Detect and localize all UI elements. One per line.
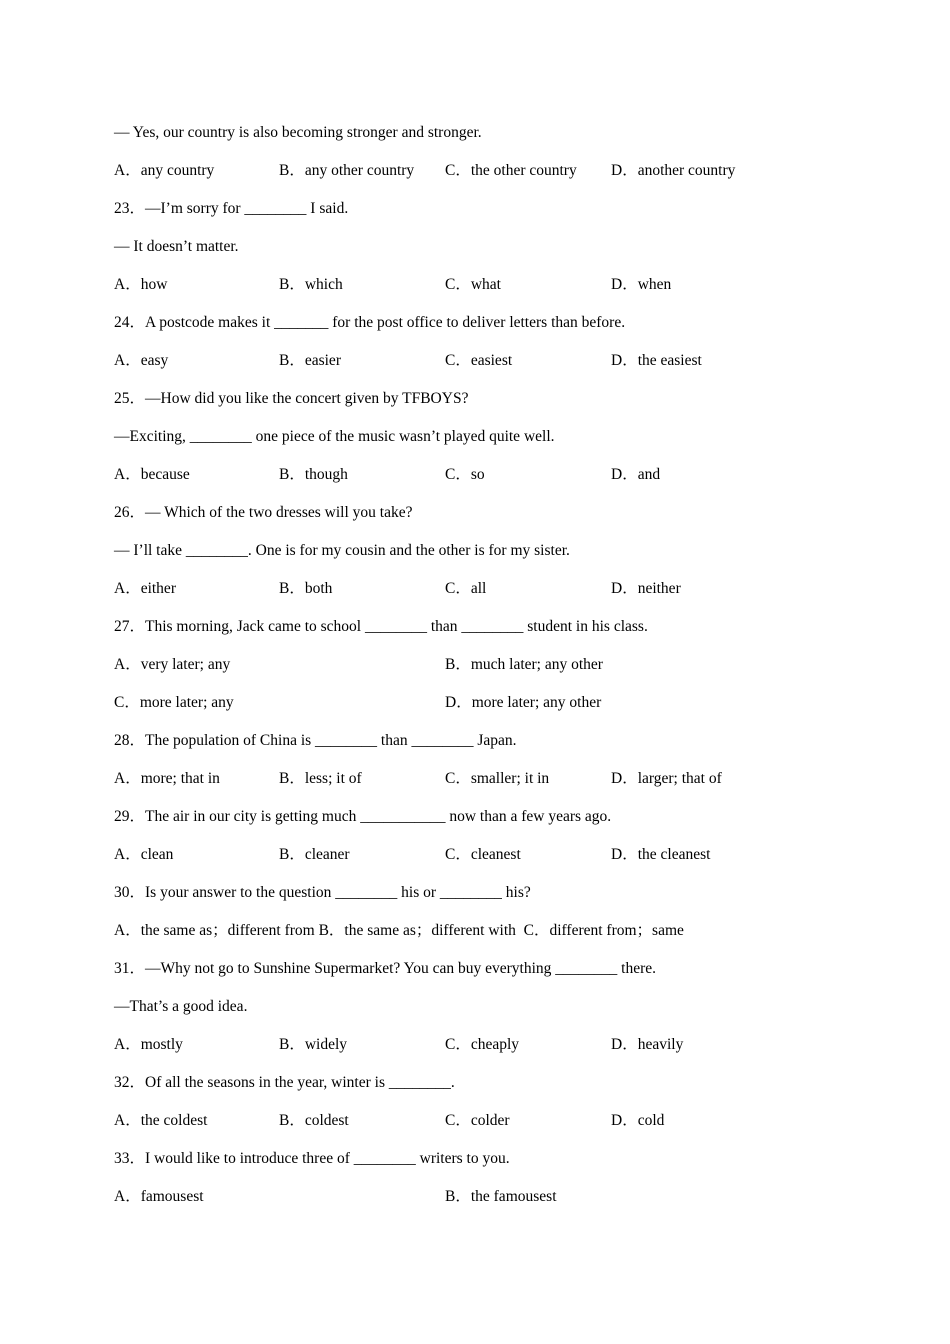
question-27: 27．This morning, Jack came to school ________ than ________ student in his class. [114,618,648,635]
question-28: 28．The population of China is ________ than ________ Japan. [114,732,517,749]
options-30: A．the same as；different from B．the same as；different with C．different from；same [114,922,684,939]
option-a: A．more; that in [114,770,220,787]
option-c: C．so [445,466,485,483]
option-c: C．the other country [445,162,577,179]
question-26: 26．— Which of the two dresses will you take? [114,504,413,521]
option-b: B．widely [279,1036,348,1053]
question-23-reply: — It doesn’t matter. [114,238,239,255]
option-c: C．easiest [445,352,513,369]
question-24: 24．A postcode makes it _______ for the post office to deliver letters than before. [114,314,626,331]
option-b: B．much later; any other [445,656,603,673]
option-c: C．cleanest [445,846,521,863]
option-a: A．any country [114,162,215,179]
option-d: D．neither [611,580,681,597]
option-b: B．less; it of [279,770,362,787]
option-c: C．colder [445,1112,510,1129]
option-a: A．either [114,580,176,597]
question-31: 31．—Why not go to Sunshine Supermarket? You can buy everything ________ there. [114,960,656,977]
option-a: A．mostly [114,1036,183,1053]
option-c: C．smaller; it in [445,770,550,787]
option-b: B．coldest [279,1112,349,1129]
option-b: B．easier [279,352,341,369]
option-a: A．how [114,276,168,293]
option-a: A．famousest [114,1188,204,1205]
option-b: B．both [279,580,333,597]
question-33: 33．I would like to introduce three of ________ writers to you. [114,1150,510,1167]
question-26-reply: — I’ll take ________. One is for my cousin and the other is for my sister. [114,542,570,559]
question-25: 25．—How did you like the concert given by TFBOYS? [114,390,469,407]
option-d: D．heavily [611,1036,684,1053]
option-b: B．cleaner [279,846,350,863]
option-d: D．another country [611,162,736,179]
option-d: D．the easiest [611,352,702,369]
question-31-reply: —That’s a good idea. [114,998,248,1015]
option-d: D．cold [611,1112,665,1129]
option-a: A．clean [114,846,174,863]
option-b: B．any other country [279,162,415,179]
option-a: A．because [114,466,190,483]
option-b: B．the famousest [445,1188,557,1205]
option-a: A．the coldest [114,1112,208,1129]
option-c: C．all [445,580,487,597]
option-d: D．and [611,466,661,483]
option-d: D．more later; any other [445,694,602,711]
option-c: C．more later; any [114,694,234,711]
option-a: A．easy [114,352,169,369]
option-b: B．though [279,466,348,483]
option-d: D．larger; that of [611,770,722,787]
option-c: C．cheaply [445,1036,520,1053]
option-d: D．the cleanest [611,846,711,863]
question-25-reply: —Exciting, ________ one piece of the music wasn’t played quite well. [114,428,555,445]
option-c: C．what [445,276,501,293]
option-a: A．very later; any [114,656,231,673]
answer-line-22: — Yes, our country is also becoming stronger and stronger. [114,124,482,141]
question-30: 30．Is your answer to the question ________ his or ________ his? [114,884,531,901]
option-d: D．when [611,276,672,293]
question-32: 32．Of all the seasons in the year, winter is ________. [114,1074,455,1091]
option-b: B．which [279,276,343,293]
question-23: 23．—I’m sorry for ________ I said. [114,200,349,217]
question-29: 29．The air in our city is getting much ___________ now than a few years ago. [114,808,612,825]
